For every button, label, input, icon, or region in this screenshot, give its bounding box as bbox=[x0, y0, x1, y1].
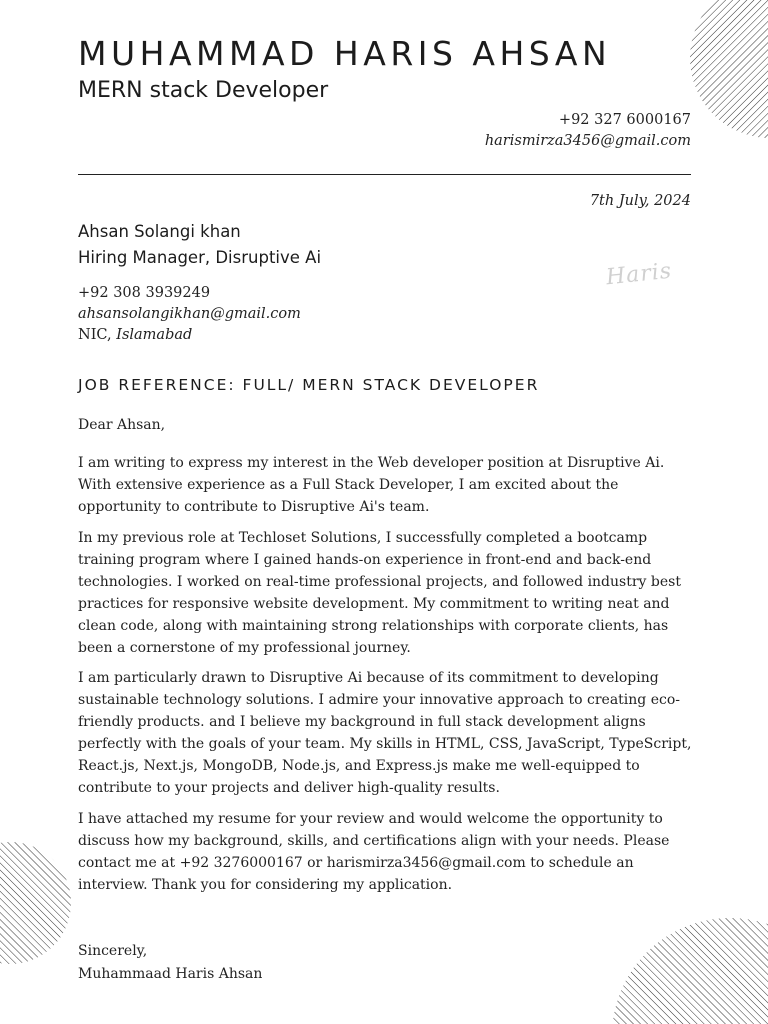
applicant-contact bbox=[485, 110, 691, 152]
paragraph-intro: I am writing to express my interest in the Web developer position at Disruptive Ai. With extensive experience as a Full Stack Developer, I am excited about the opportunity to contribute to Disruptive Ai's team. bbox=[78, 455, 665, 515]
recipient-email: ahsansolangikhan@gmail.com bbox=[78, 306, 301, 322]
letter-date: 7th July, 2024 bbox=[589, 193, 691, 209]
recipient-location bbox=[78, 325, 321, 346]
paragraph-closing: I have attached my resume for your review and would welcome the opportunity to discuss how my background, skills, and certifications align with your needs. Please contact me at +92 3276000167 or harismirza3456@gmail.com to schedule an interview. Thank you for considering my application. bbox=[78, 810, 670, 893]
recipient-contact bbox=[78, 283, 321, 346]
decorative-hatched-circle-left bbox=[0, 842, 72, 964]
recipient-location-city: Islamabad bbox=[116, 327, 193, 343]
recipient-name: Ahsan Solangi khan bbox=[78, 222, 241, 241]
faint-signature: Haris bbox=[604, 258, 674, 291]
applicant-role: MERN stack Developer bbox=[78, 78, 329, 103]
decorative-hatched-circle-bottom-right bbox=[612, 918, 768, 1024]
closing-block bbox=[78, 940, 262, 986]
decorative-hatched-circle-top-right bbox=[690, 0, 768, 138]
applicant-email: harismirza3456@gmail.com bbox=[484, 133, 691, 149]
header-divider bbox=[78, 174, 691, 175]
letter-body bbox=[78, 414, 693, 904]
recipient-phone: +92 308 3939249 bbox=[78, 285, 211, 301]
recipient-title: Hiring Manager, Disruptive Ai bbox=[78, 248, 322, 267]
closing-name: Muhammaad Haris Ahsan bbox=[78, 966, 263, 982]
recipient-block bbox=[78, 219, 321, 346]
recipient-location-org: NIC, bbox=[78, 327, 117, 343]
job-reference: JOB REFERENCE: FULL/ MERN STACK DEVELOPER bbox=[78, 376, 540, 394]
greeting: Dear Ahsan, bbox=[78, 417, 166, 433]
applicant-phone: +92 327 6000167 bbox=[558, 112, 691, 128]
applicant-name: MUHAMMAD HARIS AHSAN bbox=[78, 34, 612, 73]
paragraph-experience: In my previous role at Techloset Solutions, I successfully completed a bootcamp training program where I gained hands-on experience in front-end and back-end technologies. I worked on real-time professional projects, and followed industry best practices for responsive website development. My commitment to writing neat and clean code, along with maintaining strong relationships with corporate clients, has been a cornerstone of my professional journey. bbox=[78, 529, 681, 656]
paragraph-motivation: I am particularly drawn to Disruptive Ai because of its commitment to developing sustainable technology solutions. I admire your innovative approach to creating eco-friendly products. and I believe my background in full stack development aligns perfectly with the goals of your team. My skills in HTML, CSS, JavaScript, TypeScript, React.js, Next.js, MongoDB, Node.js, and Express.js make me well-equipped to contribute to your projects and deliver high-quality results. bbox=[78, 670, 692, 796]
closing-salutation: Sincerely, bbox=[78, 943, 148, 959]
